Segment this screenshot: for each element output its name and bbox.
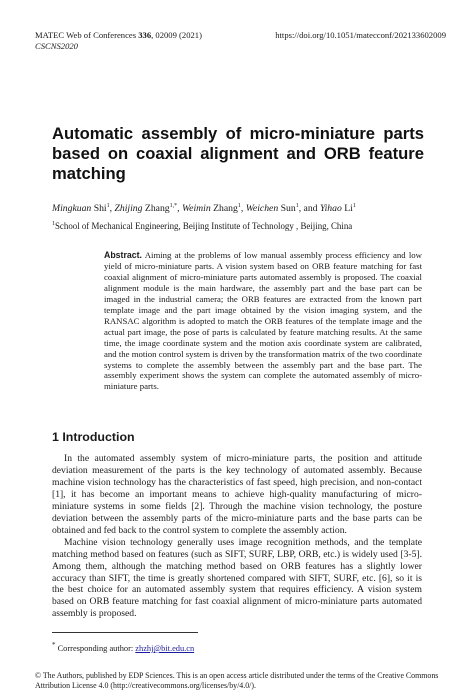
- license-notice: © The Authors, published by EDP Sciences. This is an open access article distributed under the terms of the Creative Commons Attribution License 4.0 (http://creativecommons.org/licenses/by/4.0/).: [35, 671, 439, 690]
- footnote-mark: *: [52, 641, 56, 649]
- author-list: [52, 200, 356, 215]
- running-header-left: [35, 30, 202, 52]
- footnote-label: Corresponding author:: [55, 643, 136, 653]
- author: Zhijing Zhang$^{1,*}$: [114, 203, 178, 215]
- conference-series: CSCNS2020: [35, 41, 78, 51]
- author: Weimin Zhang$^1$: [182, 203, 241, 215]
- volume-number: 336: [138, 30, 152, 40]
- author-separator: ,: [177, 203, 182, 215]
- journal-citation: [35, 30, 202, 41]
- section-body: [52, 453, 422, 620]
- paper-title: Automatic assembly of micro-miniature parts based on coaxial alignment and ORB feature matching: [52, 124, 424, 183]
- doi-link[interactable]: https://doi.org/10.1051/matecconf/202133602009: [275, 30, 446, 40]
- author-separator: , and: [298, 203, 320, 215]
- author-separator: ,: [240, 203, 246, 215]
- affiliation-text: School of Mechanical Engineering, Beijing Institute of Technology , Beijing, China: [55, 220, 353, 231]
- abstract: [104, 250, 422, 392]
- footnote-rule: [52, 632, 198, 633]
- author: Weichen Sun$^1$: [245, 203, 299, 215]
- affiliation: [52, 219, 352, 232]
- affiliation-mark: 1: [52, 221, 55, 227]
- section-heading: 1 Introduction: [52, 430, 135, 444]
- abstract-text: Aiming at the problems of low manual assembly process efficiency and low yield of micro-miniature parts. A vision system based on ORB feature matching for fast coaxial alignment of micro-miniature parts automated assembly is proposed. The coaxial alignment module is the main hardware, the assembly part and the base part can be imaged in the industrial camera; the ORB features are extracted from the known part template image and the part image obtained by the vision imaging system, and the RANSAC algorithm is adopted to match the ORB features of the template image and the actual part image, the pose of parts is calculated by feature matching results. At the same time, the image coordinate system and the motion axis coordinate system are calibrated, and the motion control system is driven by the transformation matrix of the two coordinate systems to complete the assembly between the assembly part and the base part. The assembly experiment shows the system can complete the automated assembly of micro-miniature parts.: [104, 250, 422, 392]
- body-paragraph: In the automated assembly system of micro-miniature parts, the position and attitude deviation measurement of the parts is the key technology of automated assembly. Because machine vision technology has the characteristics of fast speed, high precision, and non-contact [1], it has become an important means to achieve high-quality manufacturing of micro-miniature systems in some fields [2]. Through the machine vision technology, the posture deviation between the assembly parts of the micro-miniature parts and the base parts can be obtained and fed back to the control system to complete the assembly action.: [52, 453, 422, 536]
- abstract-label: Abstract.: [104, 250, 142, 260]
- article-number-year: , 02009 (2021): [151, 30, 202, 40]
- author-separator: ,: [109, 203, 115, 215]
- corresponding-author-footnote: [52, 640, 194, 654]
- author: Mingkuan Shi$^1$: [52, 203, 110, 215]
- body-paragraph: Machine vision technology generally uses image recognition methods, and the template matching method based on features (such as SIFT, SURF, LBP, ORB, etc.) is widely used [3-5]. Among them, although the matching method based on ORB features has a slightly lower accuracy than SIFT, the time is greatly shortened compared with SIFT, SURF, etc. [6], so it is the best choice for an automated assembly system that requires efficiency. A vision system based on ORB feature matching for fast coaxial alignment of micro-miniature parts automated assembly is proposed.: [52, 536, 422, 620]
- author: Yihao Li$^1$: [319, 203, 356, 215]
- journal-name: MATEC Web of Conferences: [35, 30, 137, 40]
- author-email-link[interactable]: zhzhj@bit.edu.cn: [135, 643, 195, 653]
